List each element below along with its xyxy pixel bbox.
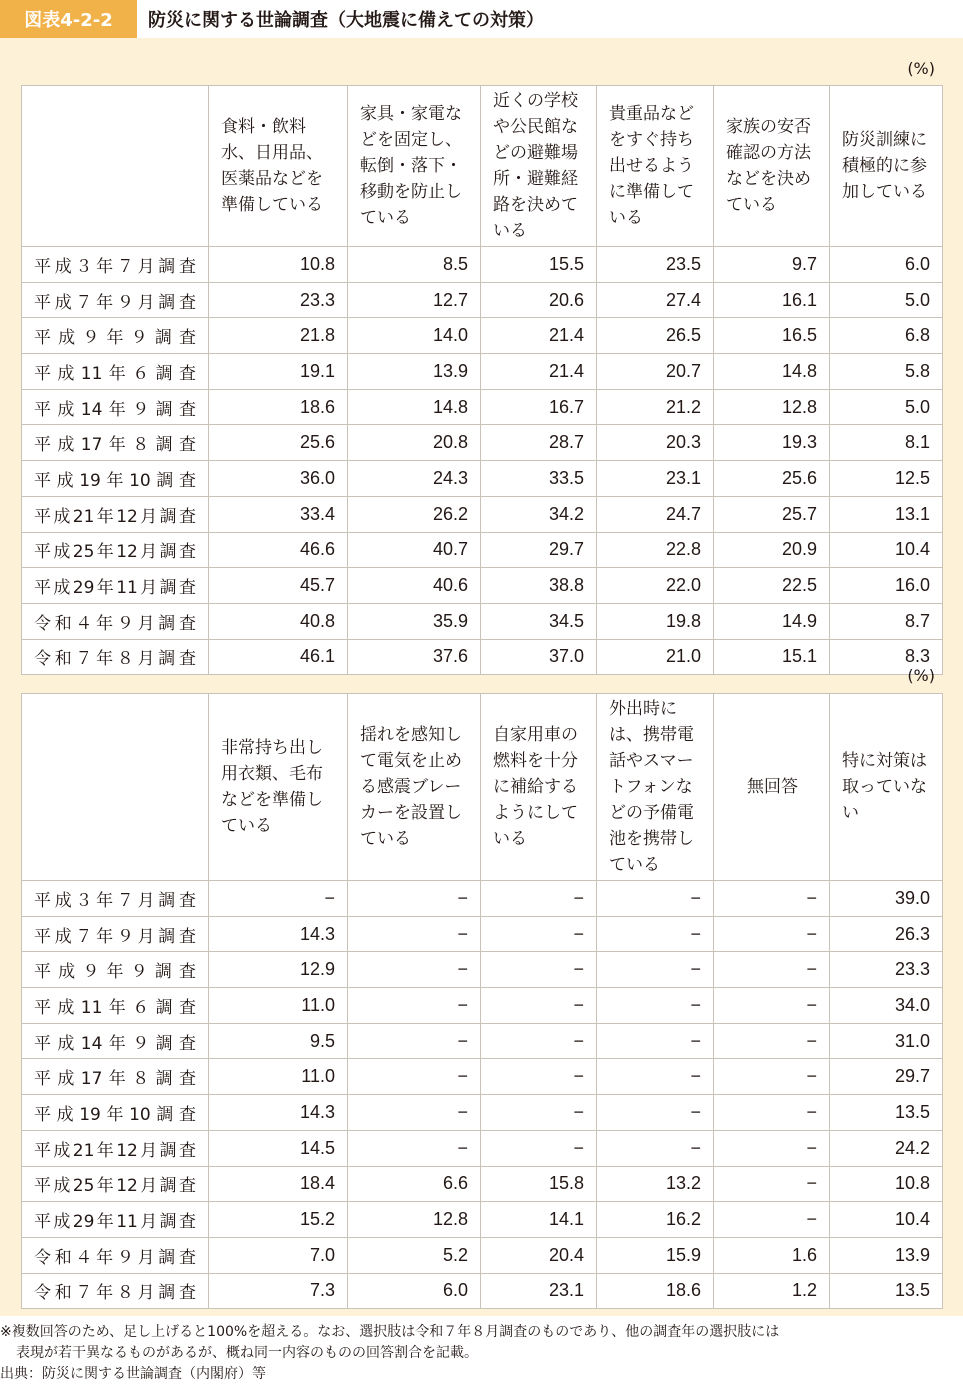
table-cell: 18.6 bbox=[209, 389, 348, 425]
table2-col-header: 揺れを感知して電気を止める感震ブレーカーを設置している bbox=[348, 694, 481, 881]
table-cell: 40.6 bbox=[348, 568, 481, 604]
table-cell: − bbox=[348, 988, 481, 1024]
row-label: 平成29年11月調査 bbox=[22, 568, 209, 604]
table-cell: 37.0 bbox=[481, 639, 597, 675]
table-cell: − bbox=[714, 1059, 830, 1095]
table-cell: 12.8 bbox=[714, 389, 830, 425]
table-cell: 8.7 bbox=[830, 603, 943, 639]
table-cell: 21.4 bbox=[481, 354, 597, 390]
table-cell: 20.3 bbox=[597, 425, 714, 461]
table-row bbox=[22, 881, 943, 917]
source-note: 出典：防災に関する世論調査（内閣府）等 bbox=[0, 1366, 266, 1382]
row-label: 平成21年12月調査 bbox=[22, 1130, 209, 1166]
table-cell: 22.8 bbox=[597, 532, 714, 568]
table-row bbox=[22, 639, 943, 675]
table-cell: − bbox=[348, 1130, 481, 1166]
table-cell: 21.2 bbox=[597, 389, 714, 425]
table-cell: 10.4 bbox=[830, 1202, 943, 1238]
table-row bbox=[22, 952, 943, 988]
footnote-line: ※複数回答のため、足し上げると100%を超える。なお、選択肢は令和７年８月調査のものであり、他の調査年の選択肢には bbox=[0, 1324, 780, 1340]
table-cell: 13.5 bbox=[830, 1273, 943, 1309]
footnote-line: 表現が若干異なるものがあるが、概ね同一内容のものの回答割合を記載。 bbox=[16, 1345, 478, 1361]
row-label: 平成17年８調査 bbox=[22, 1059, 209, 1095]
table1-col-header: 近くの学校や公民館などの避難場所・避難経路を決めている bbox=[481, 86, 597, 247]
table1-col-header: 貴重品などをすぐ持ち出せるように準備している bbox=[597, 86, 714, 247]
row-label: 平成11年６調査 bbox=[22, 988, 209, 1024]
table-row bbox=[22, 318, 943, 354]
table-row bbox=[22, 1166, 943, 1202]
table1 bbox=[21, 85, 943, 675]
table-cell: 13.9 bbox=[348, 354, 481, 390]
table-cell: 6.6 bbox=[348, 1166, 481, 1202]
table-cell: 5.8 bbox=[830, 354, 943, 390]
table-row bbox=[22, 988, 943, 1024]
row-label: 平成25年12月調査 bbox=[22, 1166, 209, 1202]
table-cell: 23.5 bbox=[597, 247, 714, 283]
table-cell: 18.6 bbox=[597, 1273, 714, 1309]
table-cell: 6.0 bbox=[830, 247, 943, 283]
table-row bbox=[22, 1059, 943, 1095]
table-row bbox=[22, 425, 943, 461]
table-cell: 34.5 bbox=[481, 603, 597, 639]
row-label: 令和７年８月調査 bbox=[22, 639, 209, 675]
table-cell: 28.7 bbox=[481, 425, 597, 461]
row-label: 平成７年９月調査 bbox=[22, 282, 209, 318]
table-cell: − bbox=[714, 1130, 830, 1166]
table-cell: 24.2 bbox=[830, 1130, 943, 1166]
table-cell: 16.2 bbox=[597, 1202, 714, 1238]
table-row bbox=[22, 1130, 943, 1166]
table1-body bbox=[22, 247, 943, 675]
table-cell: − bbox=[714, 881, 830, 917]
table-cell: − bbox=[714, 1095, 830, 1131]
table-cell: 23.1 bbox=[481, 1273, 597, 1309]
table-cell: 10.8 bbox=[830, 1166, 943, 1202]
table-cell: − bbox=[597, 988, 714, 1024]
table-cell: − bbox=[597, 1130, 714, 1166]
row-label: 平成３年７月調査 bbox=[22, 247, 209, 283]
table-row bbox=[22, 282, 943, 318]
table-cell: 33.5 bbox=[481, 461, 597, 497]
row-label: 平成７年９月調査 bbox=[22, 916, 209, 952]
table1-col-header: 家族の安否確認の方法などを決めている bbox=[714, 86, 830, 247]
table-cell: 14.0 bbox=[348, 318, 481, 354]
table2-col-header: 特に対策は取っていない bbox=[830, 694, 943, 881]
row-label: 令和４年９月調査 bbox=[22, 603, 209, 639]
row-label: 平成９年９調査 bbox=[22, 952, 209, 988]
table-cell: 14.1 bbox=[481, 1202, 597, 1238]
table-cell: − bbox=[481, 1059, 597, 1095]
table-cell: 21.8 bbox=[209, 318, 348, 354]
table-cell: 15.2 bbox=[209, 1202, 348, 1238]
table-cell: 16.0 bbox=[830, 568, 943, 604]
row-label: 令和７年８月調査 bbox=[22, 1273, 209, 1309]
table-cell: 15.9 bbox=[597, 1237, 714, 1273]
row-label: 平成19年10調査 bbox=[22, 461, 209, 497]
table-cell: 16.5 bbox=[714, 318, 830, 354]
table-cell: − bbox=[348, 1059, 481, 1095]
figure-header bbox=[0, 0, 963, 38]
table-cell: 20.6 bbox=[481, 282, 597, 318]
table-cell: 16.7 bbox=[481, 389, 597, 425]
table2 bbox=[21, 693, 943, 1309]
table-cell: 6.0 bbox=[348, 1273, 481, 1309]
table-cell: 34.2 bbox=[481, 496, 597, 532]
table-cell: 14.8 bbox=[348, 389, 481, 425]
table-cell: − bbox=[714, 1166, 830, 1202]
table-cell: 45.7 bbox=[209, 568, 348, 604]
table-cell: 12.5 bbox=[830, 461, 943, 497]
table1-col-header: 防災訓練に積極的に参加している bbox=[830, 86, 943, 247]
table-cell: 23.1 bbox=[597, 461, 714, 497]
row-label: 平成14年９調査 bbox=[22, 389, 209, 425]
figure-number-badge: 図表4-2-2 bbox=[0, 0, 137, 38]
table-cell: 13.5 bbox=[830, 1095, 943, 1131]
table-cell: 31.0 bbox=[830, 1023, 943, 1059]
table-cell: 25.7 bbox=[714, 496, 830, 532]
table-cell: 25.6 bbox=[714, 461, 830, 497]
table-row bbox=[22, 1023, 943, 1059]
table-cell: 29.7 bbox=[481, 532, 597, 568]
table-cell: 6.8 bbox=[830, 318, 943, 354]
table2-col-header: 非常持ち出し用衣類、毛布などを準備している bbox=[209, 694, 348, 881]
table-cell: − bbox=[348, 1095, 481, 1131]
table-cell: 8.3 bbox=[830, 639, 943, 675]
table-cell: 14.3 bbox=[209, 916, 348, 952]
row-label: 平成９年９調査 bbox=[22, 318, 209, 354]
table-cell: − bbox=[714, 988, 830, 1024]
table-cell: 26.5 bbox=[597, 318, 714, 354]
table-cell: 39.0 bbox=[830, 881, 943, 917]
table-cell: 15.8 bbox=[481, 1166, 597, 1202]
table-cell: 25.6 bbox=[209, 425, 348, 461]
table-row bbox=[22, 354, 943, 390]
table-cell: − bbox=[597, 916, 714, 952]
table-cell: 21.4 bbox=[481, 318, 597, 354]
table-cell: 13.1 bbox=[830, 496, 943, 532]
table-cell: 20.9 bbox=[714, 532, 830, 568]
row-label: 平成14年９調査 bbox=[22, 1023, 209, 1059]
table-cell: 35.9 bbox=[348, 603, 481, 639]
table2-col-header: 自家用車の燃料を十分に補給するようにしている bbox=[481, 694, 597, 881]
table-cell: 19.3 bbox=[714, 425, 830, 461]
row-label: 平成21年12月調査 bbox=[22, 496, 209, 532]
table-cell: 8.5 bbox=[348, 247, 481, 283]
table-cell: 10.4 bbox=[830, 532, 943, 568]
table-cell: 46.1 bbox=[209, 639, 348, 675]
table-row bbox=[22, 532, 943, 568]
table-cell: 26.3 bbox=[830, 916, 943, 952]
table-row bbox=[22, 1202, 943, 1238]
table-cell: 1.6 bbox=[714, 1237, 830, 1273]
table-cell: − bbox=[481, 988, 597, 1024]
table-cell: 8.1 bbox=[830, 425, 943, 461]
table-row bbox=[22, 389, 943, 425]
table-row bbox=[22, 496, 943, 532]
table-cell: − bbox=[714, 1023, 830, 1059]
table-cell: − bbox=[597, 952, 714, 988]
table1-header-row bbox=[22, 86, 943, 247]
table-cell: − bbox=[348, 1023, 481, 1059]
table-cell: 11.0 bbox=[209, 988, 348, 1024]
table-cell: − bbox=[348, 881, 481, 917]
footnotes bbox=[0, 1322, 963, 1385]
table-cell: 19.1 bbox=[209, 354, 348, 390]
table-cell: 22.0 bbox=[597, 568, 714, 604]
row-label: 平成３年７月調査 bbox=[22, 881, 209, 917]
table-cell: − bbox=[481, 952, 597, 988]
table-cell: 36.0 bbox=[209, 461, 348, 497]
table-cell: 15.5 bbox=[481, 247, 597, 283]
table1-col-header: 食料・飲料水、日用品、医薬品などを準備している bbox=[209, 86, 348, 247]
table-cell: 24.3 bbox=[348, 461, 481, 497]
table-cell: 18.4 bbox=[209, 1166, 348, 1202]
table-cell: 5.0 bbox=[830, 389, 943, 425]
row-label: 令和４年９月調査 bbox=[22, 1237, 209, 1273]
row-label: 平成17年８調査 bbox=[22, 425, 209, 461]
table-cell: − bbox=[209, 881, 348, 917]
table-cell: 22.5 bbox=[714, 568, 830, 604]
table-cell: 15.1 bbox=[714, 639, 830, 675]
table-row bbox=[22, 568, 943, 604]
table-cell: 12.8 bbox=[348, 1202, 481, 1238]
table-cell: 26.2 bbox=[348, 496, 481, 532]
table1-corner-cell bbox=[22, 86, 209, 247]
table-cell: − bbox=[348, 916, 481, 952]
table-cell: 9.5 bbox=[209, 1023, 348, 1059]
figure-title: 防災に関する世論調査（大地震に備えての対策） bbox=[148, 10, 544, 31]
table-cell: 21.0 bbox=[597, 639, 714, 675]
table-cell: 29.7 bbox=[830, 1059, 943, 1095]
table-cell: 14.5 bbox=[209, 1130, 348, 1166]
table-cell: 20.8 bbox=[348, 425, 481, 461]
table-row bbox=[22, 1237, 943, 1273]
table-cell: 16.1 bbox=[714, 282, 830, 318]
table-cell: − bbox=[714, 1202, 830, 1238]
table-cell: 12.9 bbox=[209, 952, 348, 988]
table-cell: − bbox=[597, 1023, 714, 1059]
table-cell: − bbox=[714, 916, 830, 952]
table-cell: 10.8 bbox=[209, 247, 348, 283]
table-cell: 14.8 bbox=[714, 354, 830, 390]
table1-unit: (%) bbox=[907, 59, 935, 78]
table-cell: 27.4 bbox=[597, 282, 714, 318]
table-cell: 1.2 bbox=[714, 1273, 830, 1309]
table-cell: 20.4 bbox=[481, 1237, 597, 1273]
table2-body bbox=[22, 881, 943, 1309]
table-cell: 12.7 bbox=[348, 282, 481, 318]
table2-col-header: 無回答 bbox=[714, 694, 830, 881]
table2-corner-cell bbox=[22, 694, 209, 881]
table-cell: 14.9 bbox=[714, 603, 830, 639]
table-row bbox=[22, 247, 943, 283]
table-cell: − bbox=[597, 1059, 714, 1095]
row-label: 平成29年11月調査 bbox=[22, 1202, 209, 1238]
table-cell: − bbox=[481, 1095, 597, 1131]
row-label: 平成25年12月調査 bbox=[22, 532, 209, 568]
table-cell: 14.3 bbox=[209, 1095, 348, 1131]
table-cell: − bbox=[597, 881, 714, 917]
table-cell: 38.8 bbox=[481, 568, 597, 604]
table-cell: 13.2 bbox=[597, 1166, 714, 1202]
table-cell: 7.3 bbox=[209, 1273, 348, 1309]
table2-unit: (%) bbox=[907, 666, 935, 685]
row-label: 平成19年10調査 bbox=[22, 1095, 209, 1131]
table-cell: 23.3 bbox=[209, 282, 348, 318]
table-row bbox=[22, 1273, 943, 1309]
table-cell: 7.0 bbox=[209, 1237, 348, 1273]
table2-header-row bbox=[22, 694, 943, 881]
table-cell: − bbox=[714, 952, 830, 988]
table-cell: 37.6 bbox=[348, 639, 481, 675]
table-cell: − bbox=[481, 1130, 597, 1166]
table-cell: 46.6 bbox=[209, 532, 348, 568]
table-row bbox=[22, 1095, 943, 1131]
table-cell: − bbox=[481, 916, 597, 952]
table-cell: 5.2 bbox=[348, 1237, 481, 1273]
table-row bbox=[22, 603, 943, 639]
table-cell: − bbox=[481, 1023, 597, 1059]
table-cell: − bbox=[481, 881, 597, 917]
table-cell: 19.8 bbox=[597, 603, 714, 639]
table2-col-header: 外出時には、携帯電話やスマートフォンなどの予備電池を携帯している bbox=[597, 694, 714, 881]
table-row bbox=[22, 461, 943, 497]
table-cell: 24.7 bbox=[597, 496, 714, 532]
table-row bbox=[22, 916, 943, 952]
table-cell: − bbox=[348, 952, 481, 988]
table-cell: 13.9 bbox=[830, 1237, 943, 1273]
figure-panel bbox=[0, 38, 963, 1316]
table-cell: − bbox=[597, 1095, 714, 1131]
table-cell: 20.7 bbox=[597, 354, 714, 390]
table-cell: 9.7 bbox=[714, 247, 830, 283]
table-cell: 11.0 bbox=[209, 1059, 348, 1095]
table1-col-header: 家具・家電などを固定し、転倒・落下・移動を防止している bbox=[348, 86, 481, 247]
table-cell: 34.0 bbox=[830, 988, 943, 1024]
table-cell: 5.0 bbox=[830, 282, 943, 318]
table-cell: 40.8 bbox=[209, 603, 348, 639]
table-cell: 23.3 bbox=[830, 952, 943, 988]
table-cell: 40.7 bbox=[348, 532, 481, 568]
table-cell: 33.4 bbox=[209, 496, 348, 532]
row-label: 平成11年６調査 bbox=[22, 354, 209, 390]
